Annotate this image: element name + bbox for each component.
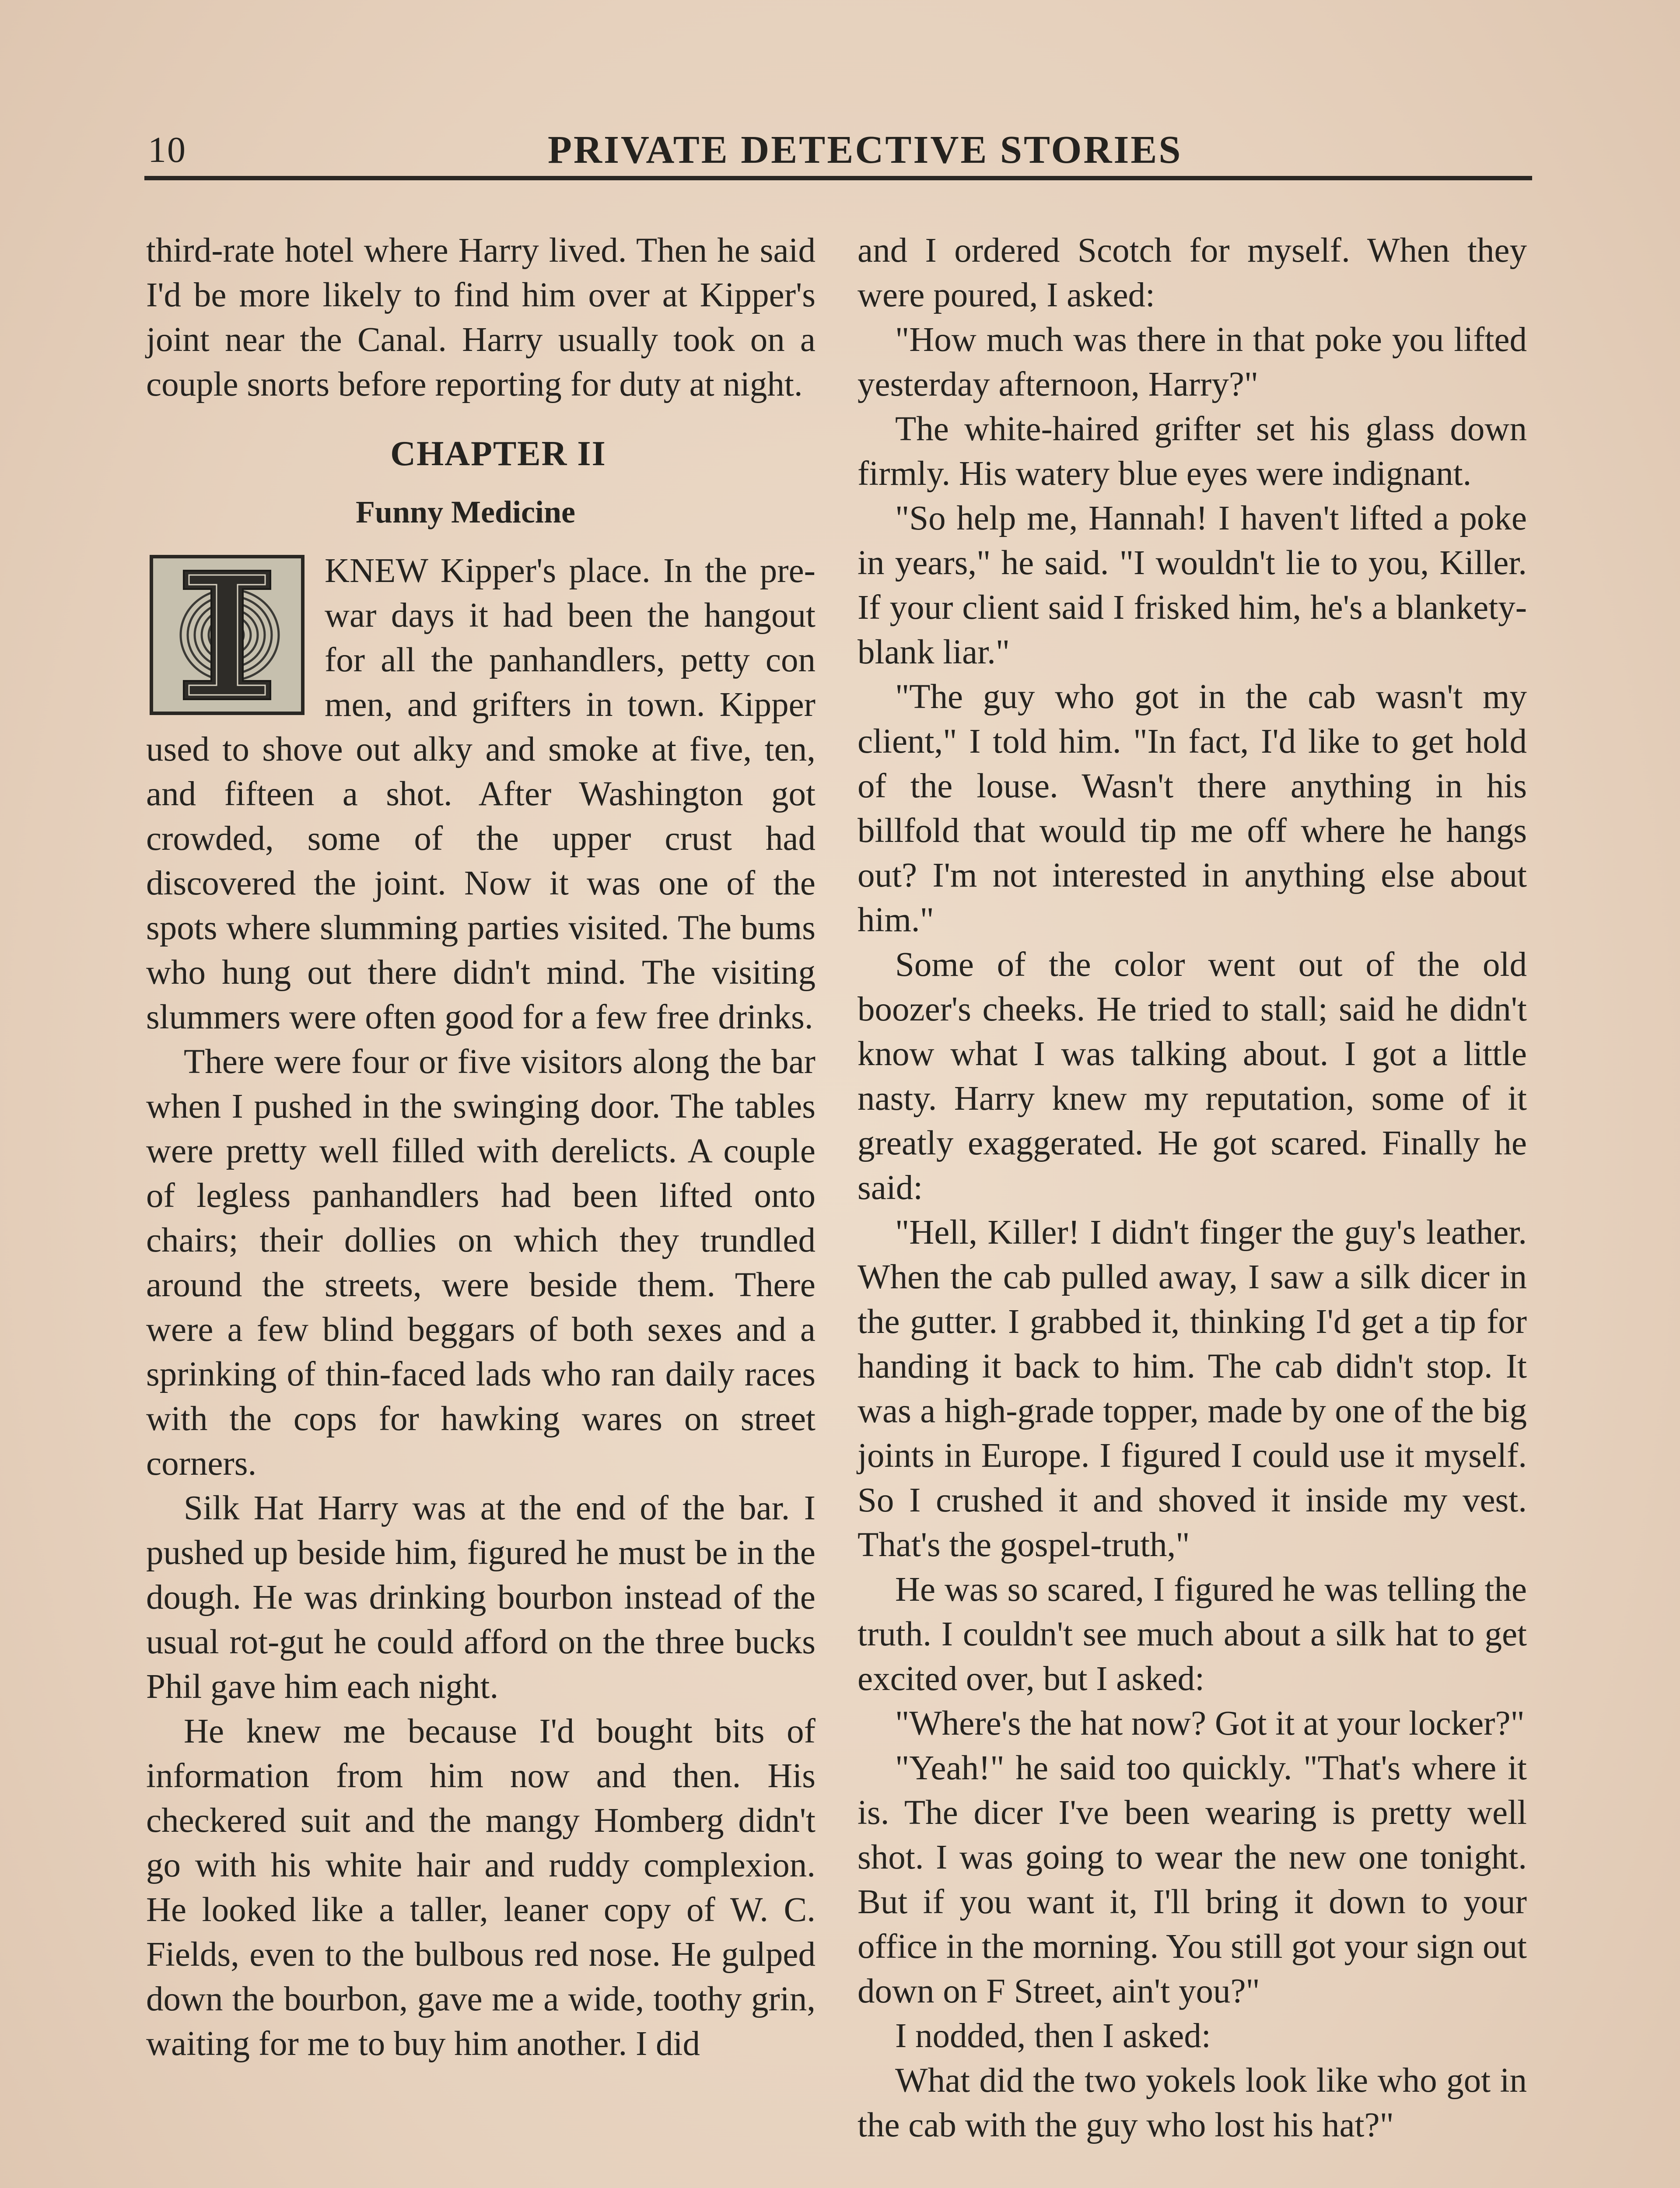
header-rule xyxy=(144,176,1532,180)
paragraph: There were four or five visitors along the bar when I pushed in the swinging door. The tables were pretty well filled with derelicts. A couple of legless panhandlers had been lifted onto chairs; their dollies on which they trundled around the streets, were beside them. There were a few blind beggars of both sexes and a sprinking of thin-faced lads who ran daily races with the cops for hawking wares on street corners. xyxy=(146,1043,816,1483)
paragraph: I nodded, then I asked: xyxy=(895,2017,1211,2055)
paragraph: He knew me because I'd bought bits of information from him now and then. His checkered suit and the mangy Homberg didn't go with his white hair and ruddy complexion. He looked like a taller, leaner copy of W. C. Fields, even to the bulbous red nose. He gulped down the bourbon, gave me a wide, toothy grin, waiting for me to buy him another. I did xyxy=(146,1712,816,2063)
paragraph: Some of the color went out of the old boozer's cheeks. He tried to stall; said he didn't know what I was talking about. I got a little nasty. Harry knew my reputation, some of it greatly exaggerated. He got scared. Finally he said: xyxy=(858,946,1527,1207)
chapter-subtitle: Funny Medicine xyxy=(355,494,576,529)
drop-cap-illustration xyxy=(150,555,304,715)
chapter-opening-paragraph: KNEW Kipper's place. In the pre-war days it had been the hangout for all the panhandlers, petty con men, and grifters in town. Kipper used to shove out alky and smoke at five, ten, and fifteen a shot. After Washington got crowded, some of the upper crust had discovered the joint. Now it was one of the spots where slumming parties visited. The bums who hung out there didn't mind. The visiting slummers were often good for a few free drinks. xyxy=(146,552,816,1036)
chapter-heading: CHAPTER II xyxy=(390,435,606,473)
page-header xyxy=(144,126,1532,174)
paragraph: "How much was there in that poke you lifted yesterday afternoon, Harry?" xyxy=(858,321,1527,403)
paragraph: third-rate hotel where Harry lived. Then he said I'd be more likely to find him over at Kipper's joint near the Canal. Harry usually took on a couple snorts before reporting for duty at night. xyxy=(146,231,816,403)
drop-cap-letter-i-icon xyxy=(153,558,301,712)
paragraph: "Yeah!" he said too quickly. "That's where it is. The dicer I've been wearing is pretty well shot. I was going to wear the new one tonight. But if you want it, I'll bring it down to your office in the morning. You still got your sign out down on F Street, ain't you?" xyxy=(858,1749,1527,2010)
paragraph: What did the two yokels look like who got in the cab with the guy who lost his hat?" xyxy=(858,2062,1527,2144)
page-number: 10 xyxy=(148,130,186,170)
paragraph: "Hell, Killer! I didn't finger the guy's leather. When the cab pulled away, I saw a silk dicer in the gutter. I grabbed it, thinking I'd get a tip for handing it back to him. The cab didn't stop. It was a high-grade topper, made by one of the big joints in Europe. I figured I could use it myself. So I crushed it and shoved it inside my vest. That's the gospel-truth," xyxy=(858,1213,1527,1564)
left-column xyxy=(146,228,816,2066)
paragraph: Silk Hat Harry was at the end of the bar. I pushed up beside him, figured he must be in the dough. He was drinking bourbon instead of the usual rot-gut he could afford on the three bucks Phil gave him each night. xyxy=(146,1489,816,1706)
paragraph: The white-haired grifter set his glass down firmly. His watery blue eyes were indignant. xyxy=(858,410,1527,493)
paragraph: "The guy who got in the cab wasn't my client," I told him. "In fact, I'd like to get hold of the louse. Wasn't there anything in his billfold that would tip me off where he hangs out? I'm not interested in anything else about him." xyxy=(858,678,1527,939)
paragraph: He was so scared, I figured he was telling the truth. I couldn't see much about a silk hat to get excited over, but I asked: xyxy=(858,1571,1527,1698)
paragraph: "So help me, Hannah! I haven't lifted a poke in years," he said. "I wouldn't lie to you, Killer. If your client said I frisked him, he's a blankety-blank liar." xyxy=(858,499,1527,671)
right-column xyxy=(858,228,1527,2148)
paragraph: and I ordered Scotch for myself. When they were poured, I asked: xyxy=(858,231,1527,314)
running-title: PRIVATE DETECTIVE STORIES xyxy=(548,128,1183,172)
paragraph: "Where's the hat now? Got it at your locker?" xyxy=(895,1704,1525,1743)
